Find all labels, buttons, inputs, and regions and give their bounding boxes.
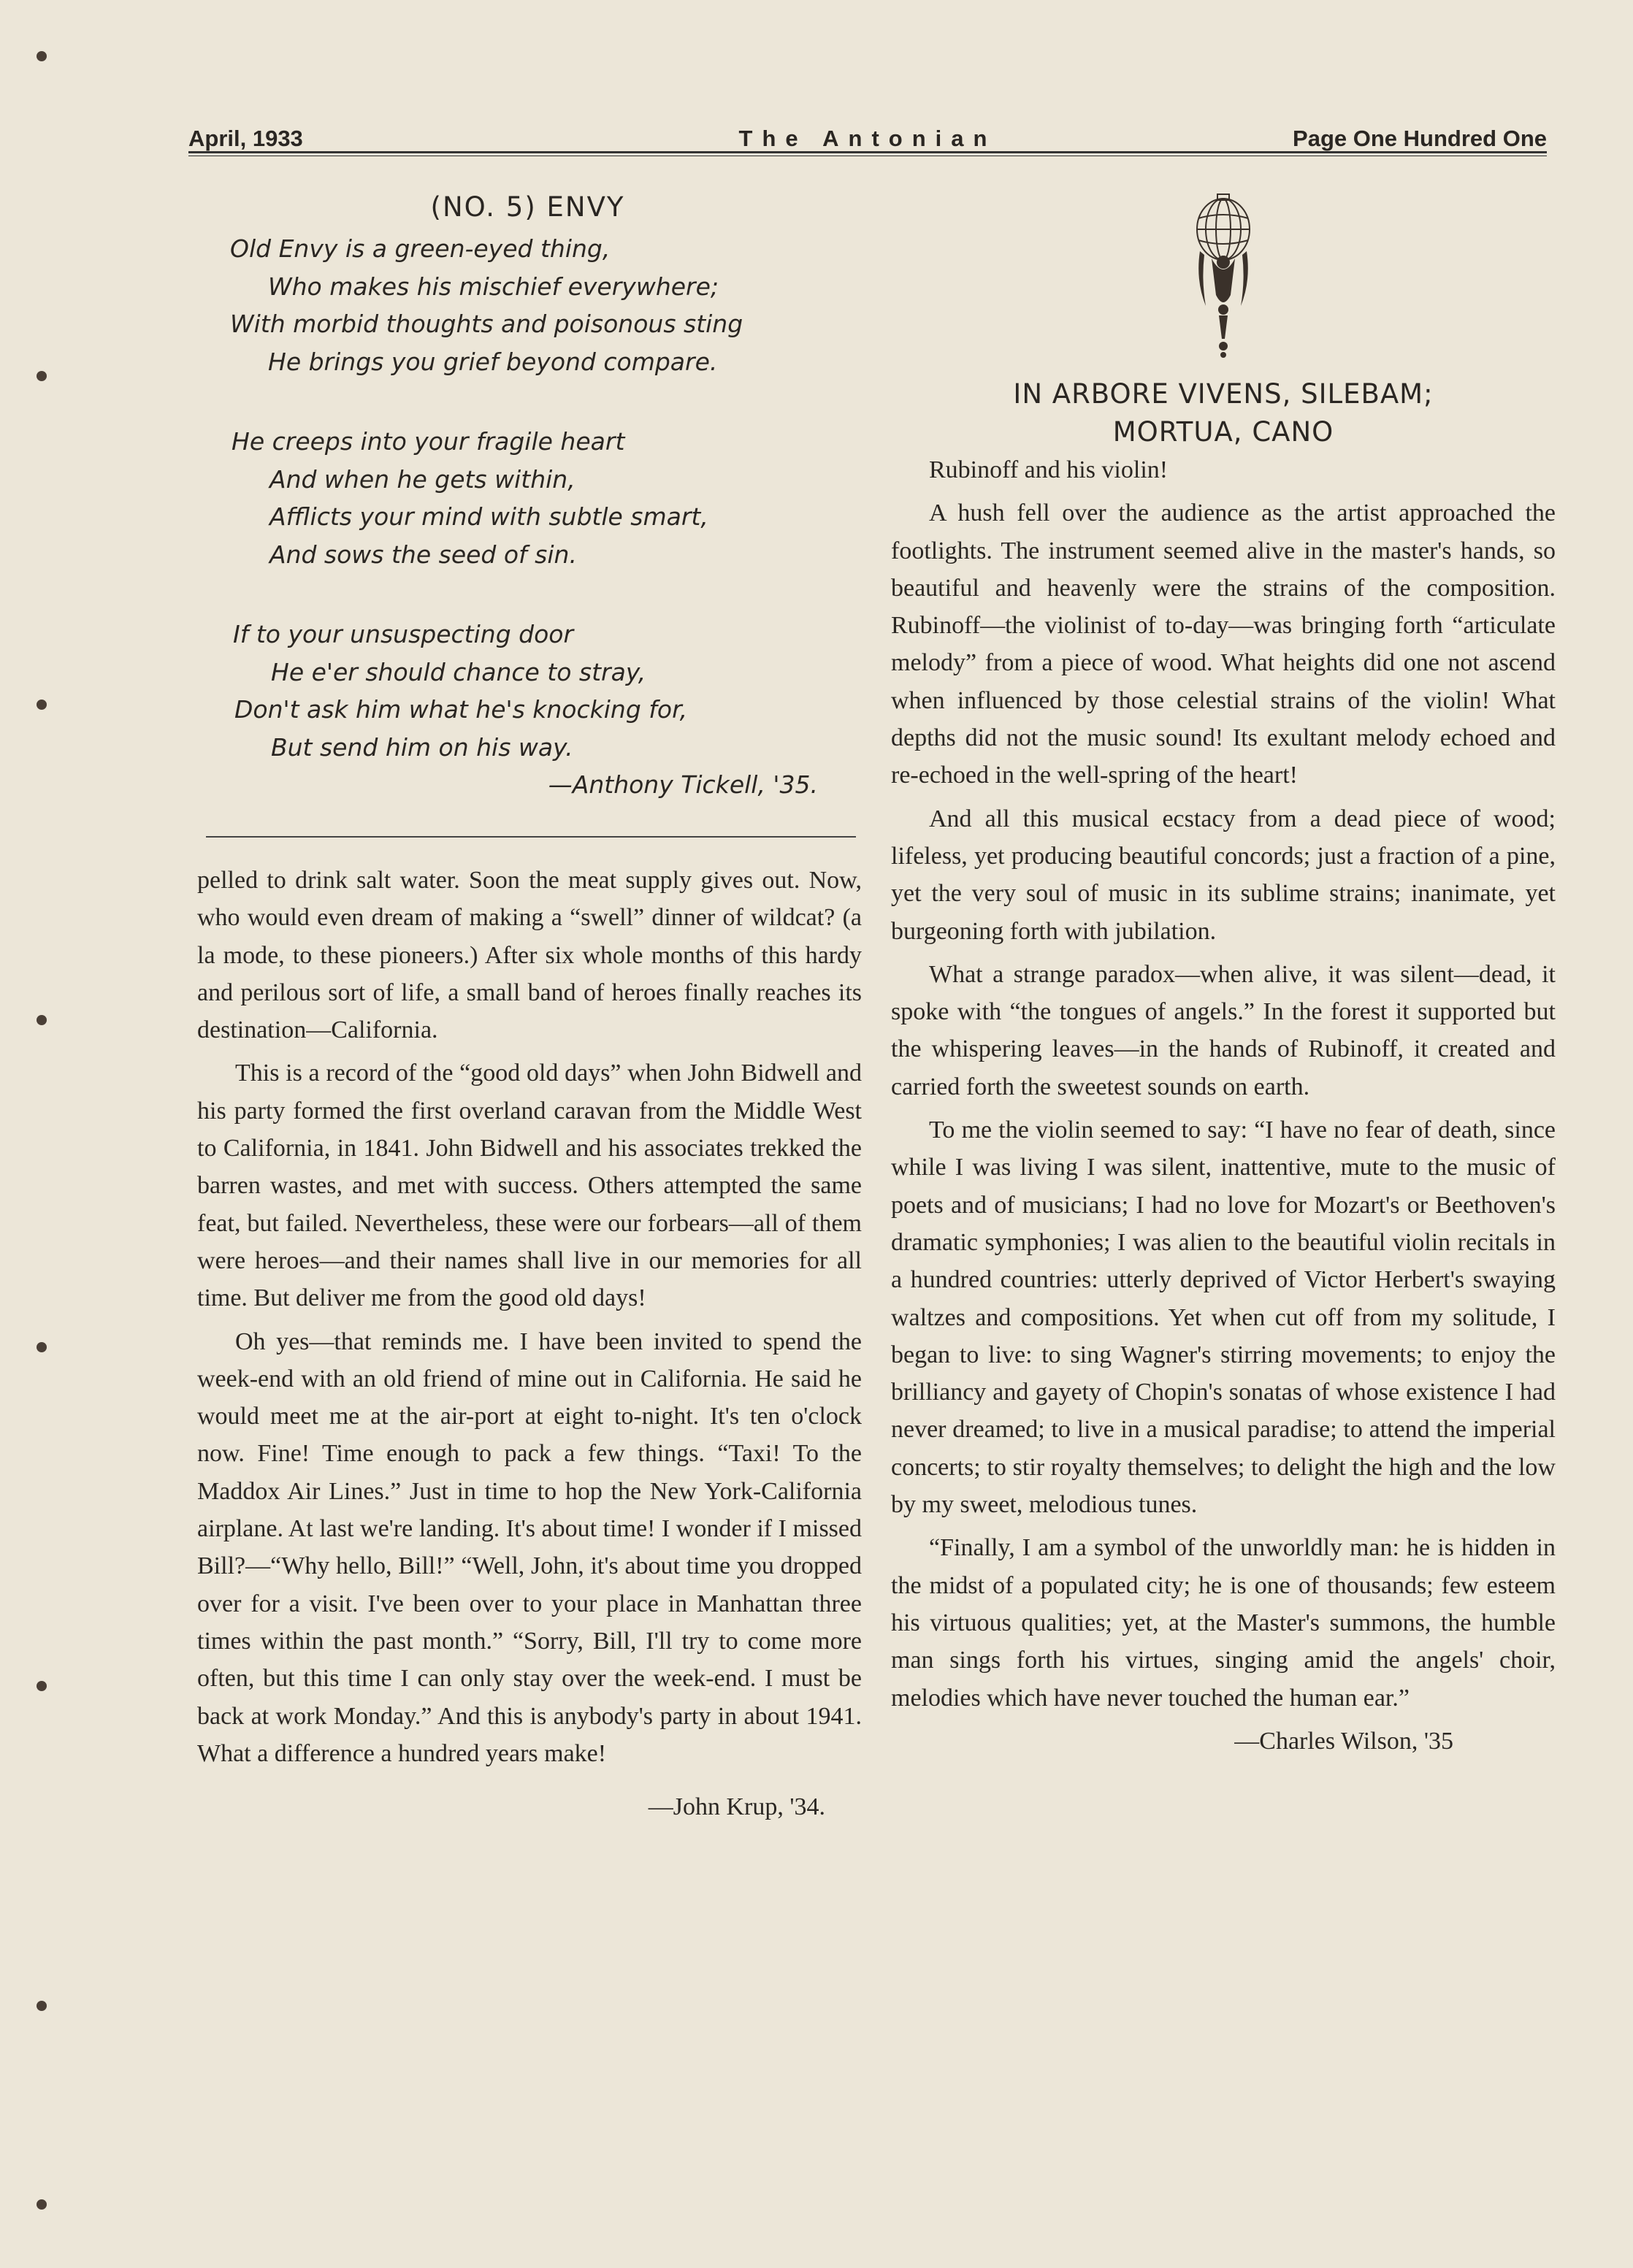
poem-line: Old Envy is a green-eyed thing,: [230, 234, 611, 263]
paragraph: Oh yes—that reminds me. I have been invited to spend the week-end with an old friend of mine out in California. He said he would meet me at the air-port at eight to-night. It's ten o'clock now. Fine! Time enough to pack a few things. “Taxi! To the Maddox Air Lines.” Just in time to hop the New York-California airplane. At last we're landing. It's about time! I wonder if I missed Bill?—“Why hello, Bill!” “Well, John, it's about time you dropped over for a visit. I've been over to your place in Manhattan three times within the past month.” “Sorry, Bill, I'll try to come more often, but this time I can only stay over the week-end. I must be back at work Monday.” And this is anybody's party in about 1941. What a difference a hundred years make!: [197, 1328, 862, 1767]
poem-line: He brings you grief beyond compare.: [268, 347, 718, 376]
binding-hole-mark: [37, 1015, 47, 1025]
poem-line: With morbid thoughts and poisonous sting: [230, 310, 743, 338]
article-title: [891, 375, 1556, 451]
right-article-body: [891, 451, 1556, 1760]
running-header: [188, 126, 1547, 155]
page-number: Page One Hundred One: [1293, 126, 1547, 151]
paragraph: Rubinoff and his violin!: [929, 456, 1169, 483]
paragraph: And all this musical ecstacy from a dead piece of wood; lifeless, yet producing beautiful concords; just a fraction of a pine, yet the very soul of music in its sublime strains; inanimate, yet burgeoning forth with jubilation.: [891, 805, 1556, 945]
paragraph: A hush fell over the audience as the artist approached the footlights. The instrument seemed alive in the master's hands, so beautiful and heavenly were the strains of the composition. Rubinoff—the violinist of to-day—was bringing forth “articulate melody” from a piece of wood. What heights did one not ascend when influenced by those celestial strains of the violin! What depths did not the music sound! Its exultant melody echoed and re-echoed in the well-spring of the heart!: [891, 499, 1556, 789]
poem-body: [194, 230, 862, 766]
poem-line: But send him on his way.: [271, 732, 573, 762]
paragraph: To me the violin seemed to say: “I have no fear of death, since while I was living I was silent, inattentive, mute to the music of poets and of musicians; I had no love for Mozart's or Beethoven's dramatic symphonies; I was alien to the beautiful violin recitals in a hundred countries: utterly deprived of Victor Herbert's swaying waltzes and compositions. Yet when cut off from my solitude, I began to live: to sing Wagner's stirring movements; to enjoy the brilliancy and gayety of Chopin's sonatas of whose existence I had never dreamed; to live in a musical paradise; to attend the imperial concerts; to stir royalty themselves; to delight the high and the low by my sweet, melodious tunes.: [891, 1116, 1556, 1519]
article-author: —Charles Wilson, '35: [1234, 1727, 1453, 1755]
article-title-line: IN ARBORE VIVENS, SILEBAM;: [1013, 378, 1434, 410]
stanza: [194, 423, 862, 573]
section-divider: [206, 836, 856, 838]
article-author: —John Krup, '34.: [648, 1793, 825, 1821]
poem-author: —Anthony Tickell, '35.: [548, 770, 818, 799]
binding-hole-mark: [37, 51, 47, 61]
poem-block: [194, 183, 862, 799]
binding-hole-mark: [37, 371, 47, 381]
paragraph: “Finally, I am a symbol of the unworldly man: he is hidden in the midst of a populated city; he is one of thousands; few esteem his virtuous qualities; yet, at the Master's summons, the humble man sings forth his virtues, singing amid the angels' choir, melodies which have never touched the human ear.”: [891, 1534, 1556, 1712]
left-article: [197, 862, 862, 1825]
binding-hole-mark: [37, 2199, 47, 2210]
stanza: [194, 616, 862, 766]
poem-line: He creeps into your fragile heart: [232, 427, 625, 456]
poem-line: If to your unsuspecting door: [233, 620, 574, 648]
poem-line: He e'er should chance to stray,: [271, 657, 646, 686]
binding-hole-mark: [37, 1342, 47, 1352]
stanza: [194, 230, 862, 380]
poem-line: And sows the seed of sin.: [269, 540, 577, 569]
paragraph: This is a record of the “good old days” when John Bidwell and his party formed the first overland caravan from the Middle West to California, in 1841. John Bidwell and his associates trekked the barren wastes, and met with success. Others attempted the same feat, but failed. Nevertheless, these were our forbears—all of them were heroes—and their names shall live in our memories for all time. But deliver me from the good old days!: [197, 1060, 862, 1312]
poem-line: Afflicts your mind with subtle smart,: [269, 502, 708, 531]
poem-line: Who makes his mischief everywhere;: [268, 272, 719, 301]
lamp-ornament-icon: [1190, 185, 1257, 361]
binding-hole-mark: [37, 2001, 47, 2011]
paragraph: pelled to drink salt water. Soon the meat supply gives out. Now, who would even dream of making a “swell” dinner of wildcat? (a la mode, to these pioneers.) After six whole months of this hardy and perilous sort of life, a small band of heroes finally reaches its destination—California.: [197, 867, 862, 1044]
right-article: [891, 183, 1556, 1760]
poem-line: And when he gets within,: [269, 464, 575, 494]
article-title-line: MORTUA, CANO: [1112, 416, 1334, 448]
poem-title: (NO. 5) ENVY: [430, 191, 625, 223]
binding-hole-mark: [37, 1681, 47, 1691]
paragraph: What a strange paradox—when alive, it was silent—dead, it spoke with “the tongues of angels.” In the forest it supported but the whispering leaves—in the hands of Rubinoff, it created and carried forth the sweetest sounds on earth.: [891, 960, 1556, 1100]
issue-date: April, 1933: [188, 126, 303, 151]
header-rule: [188, 151, 1547, 153]
binding-hole-mark: [37, 700, 47, 710]
publication-name: The Antonian: [738, 126, 997, 151]
poem-line: Don't ask him what he's knocking for,: [234, 695, 688, 724]
